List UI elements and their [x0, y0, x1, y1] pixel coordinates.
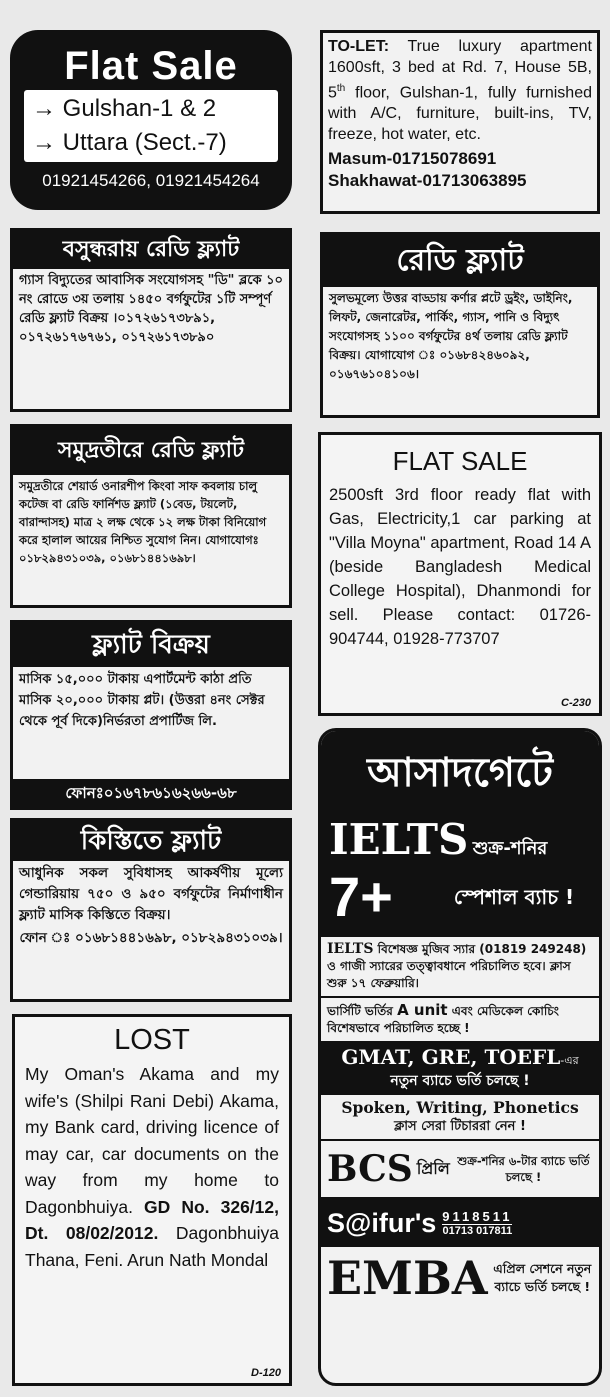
location-item: [32, 126, 270, 160]
ad-body: [323, 33, 597, 148]
spoken-section: [321, 1095, 599, 1141]
saifurs-phone: 01713 017811: [442, 1225, 513, 1237]
a-unit-label: A unit: [397, 1001, 448, 1019]
to-let-label: TO-LET:: [328, 38, 390, 55]
days-label: শুক্র-শনির: [472, 838, 548, 859]
ad-code: C-230: [561, 697, 591, 709]
ad-body: আধুনিক সকল সুবিধাসহ আকর্ষণীয় মূল্যে গেন্ডারিয়ায় ৭৫০ ও ৯৫০ বর্গফুটের নির্মাণাধীন ফ্ল্যাট মাসিক কিস্তিতে বিক্রয়।: [19, 865, 283, 923]
score-label: 7+: [329, 865, 393, 928]
to-let-text: True luxury apartment 1600sft, 3 bed at Rd. 7, House 5B, 5: [328, 38, 592, 102]
ad-to-let: [320, 30, 600, 214]
ad-flat-bikroy: [10, 620, 292, 810]
varsity-text-2: এবং মেডিকেল কোচিং বিশেষভাবে পরিচালিত হচ্ছে !: [327, 1004, 559, 1035]
arrow-right-icon: →: [32, 129, 56, 156]
varsity-text: ভার্সিটি ভর্তির: [327, 1004, 398, 1018]
emba-section: [321, 1247, 599, 1309]
ad-seaside-ready-flat: [10, 424, 292, 608]
ad-flat-sale-gulshan: [10, 30, 292, 210]
contact: Shakhawat-01713063895: [328, 171, 527, 191]
ielts-info: [321, 937, 599, 998]
location-label: Uttara (Sect.-7): [62, 129, 227, 156]
ad-body: সমুদ্রতীরে শেয়ার্ড ওনারশীপ কিংবা সাফ কবলায় চালু কটেজ বা রেডি ফার্নিশড ফ্ল্যাট (১বেড, টয়লেট, বারান্দাসহ) মাত্র ২ লক্ষ থেকে ১২ লক্ষ টাকা বিনিয়োগ করে হালাল আয়ের নিশ্চিত সুযোগ নিন। যোগাযোগঃ ০১৮২৯৪৩১০৩৯, ০১৬৮১৪৪১৬৯৮।: [19, 479, 267, 565]
location-box: [24, 90, 278, 162]
ad-title: ফ্ল্যাট বিক্রয়: [13, 623, 289, 667]
phone-numbers: ফোনঃ০১৬৭৮৬১৬২৬৬-৬৮: [13, 779, 289, 807]
ielts-row: [329, 815, 591, 865]
ad-lost: [12, 1014, 292, 1386]
location-label: Gulshan-1 & 2: [62, 95, 217, 122]
ielts-info-text: বিশেষজ্ঞ মুজিব স্যার (01819 249248) ও গাজী স্যারের তত্ত্বাবধানে পরিচালিত হবে। ক্লাস শুরু ১৭ ফেব্রুয়ারি।: [327, 942, 587, 990]
ad-title: কিস্তিতে ফ্ল্যাট: [13, 821, 289, 861]
ad-body: গ্যাস বিদ্যুতের আবাসিক সংযোগসহ "ডি" ব্লকে ১০ নং রোডে ৩য় তলায় ১৪৫০ বর্গফুটের ১টি সম্পূর্ণ রেডি ফ্ল্যাট বিক্রয় ।০১৭২৬১৭৩৮৯১, ০১৭২৬১৭৬৭৬১, ০১৭২৬১৭৩৮৯০: [19, 273, 283, 345]
bcs-section: [321, 1141, 599, 1199]
ad-title: FLAT SALE: [392, 446, 528, 476]
contact: Masum-01715078691: [328, 149, 497, 169]
location-item: [32, 92, 270, 126]
ad-body: মাসিক ১৫,০০০ টাকায় এপার্টমেন্ট কাঠা প্রতি মাসিক ২০,০০০ টাকায় প্লট। (উত্তরা ৪নং সেক্টর থেকে পূর্ব দিকে)নির্ভরতা প্রপার্টিজ লি.: [19, 672, 265, 729]
saifurs-phone: 9118511: [442, 1209, 513, 1224]
spoken-sub: ক্লাস সেরা টিচাররা নেন !: [394, 1119, 526, 1134]
special-batch-label: স্পেশাল ব্যাচ !: [453, 885, 575, 909]
saifurs-banner: [321, 1199, 599, 1247]
bcs-label: BCS: [327, 1148, 413, 1190]
gmat-sub: নতুন ব্যাচে ভর্তি চলছে !: [390, 1073, 530, 1089]
ielts-label: IELTS: [329, 815, 469, 864]
ad-body: সুলভমূল্যে উত্তর বাড্ডায় কর্ণার প্লটে ড্রইং, ডাইনিং, লিফট, জেনারেটর, পার্কিং, গ্যাস, পানি ও বিদ্যুৎ সংযোগসহ ১১০০ বর্গফুটের ৪র্থ তলায় রেডি ফ্ল্যাট বিক্রয়। যোগাযোগ ঃ ০১৬৮৪২৪৬০৯২, ০১৬৭৬১০৪১০৬।: [329, 291, 573, 381]
ad-title: Flat Sale: [64, 44, 238, 88]
ad-code: D-120: [251, 1367, 281, 1379]
ad-body: 2500sft 3rd floor ready flat with Gas, Electricity,1 car parking at "Villa Moyna" apartment, Road 14 A (beside Bangladesh Medical College Hospital), Dhanmondi for sell. Please contact: 01726-904744, 01928-773707: [329, 486, 591, 648]
ad-asadgate-ielts: [318, 728, 602, 1386]
ad-kisti-flat: [10, 818, 292, 1002]
ad-title: সমুদ্রতীরে রেডি ফ্ল্যাট: [13, 427, 289, 475]
gd-number: GD No. 326/12, Dt. 08/02/2012.: [25, 1196, 279, 1243]
ad-flat-sale-dhanmondi: [318, 432, 602, 716]
gmat-row: [321, 1045, 599, 1071]
gmat-banner: [321, 1041, 599, 1095]
ielts-banner: [321, 815, 599, 937]
spoken-label: Spoken, Writing, Phonetics: [341, 1098, 579, 1117]
ad-bashundhara-ready-flat: [10, 228, 292, 412]
bcs-prili: প্রিলি: [416, 1158, 450, 1178]
ad-title: রেডি ফ্ল্যাট: [323, 235, 597, 287]
lost-text: My Oman's Akama and my wife's (Shilpi Rani Debi) Akama, my Bank card, driving licence of may car, car documents on the way from my home to Dagonbhuiya.: [25, 1064, 279, 1217]
gmat-label: GMAT, GRE, TOEFL: [341, 1045, 561, 1069]
emba-text: এপ্রিল সেশনে নতুন ব্যাচে ভর্তি চলছে !: [493, 1261, 592, 1294]
phone-numbers: 01921454266, 01921454264: [42, 171, 260, 190]
ad-ready-flat: [320, 232, 600, 418]
ad-title: বসুন্ধরায় রেডি ফ্ল্যাট: [13, 231, 289, 269]
ad-title: আসাদগেটে: [321, 731, 599, 815]
bcs-text: শুক্র-শনির ৬-টার ব্যাচে ভর্তি চলছে !: [457, 1154, 590, 1184]
emba-label: EMBA: [327, 1251, 488, 1305]
gmat-suffix: -এর: [560, 1054, 579, 1067]
phone-numbers: ফোন ঃ ০১৬৮১৪৪১৬৯৮, ০১৮২৯৪৩১০৩৯।: [19, 930, 283, 946]
score-row: [329, 865, 591, 929]
saifurs-phones: [442, 1209, 512, 1237]
varsity-info: [321, 998, 599, 1041]
lost-text-2: Dagonbhuiya Thana, Feni. Arun Nath Mondal: [25, 1223, 280, 1270]
ordinal-suffix: th: [336, 83, 346, 94]
to-let-text-2: floor, Gulshan-1, fully furnished with A/C, furniture, built-ins, TV, freeze, hot water, etc.: [328, 84, 592, 144]
ad-body: [15, 1061, 289, 1273]
ad-title: LOST: [114, 1024, 190, 1056]
saifurs-logo: S@ifur's: [327, 1207, 437, 1238]
ielts-inline: IELTS: [327, 941, 374, 957]
arrow-right-icon: →: [32, 95, 56, 122]
